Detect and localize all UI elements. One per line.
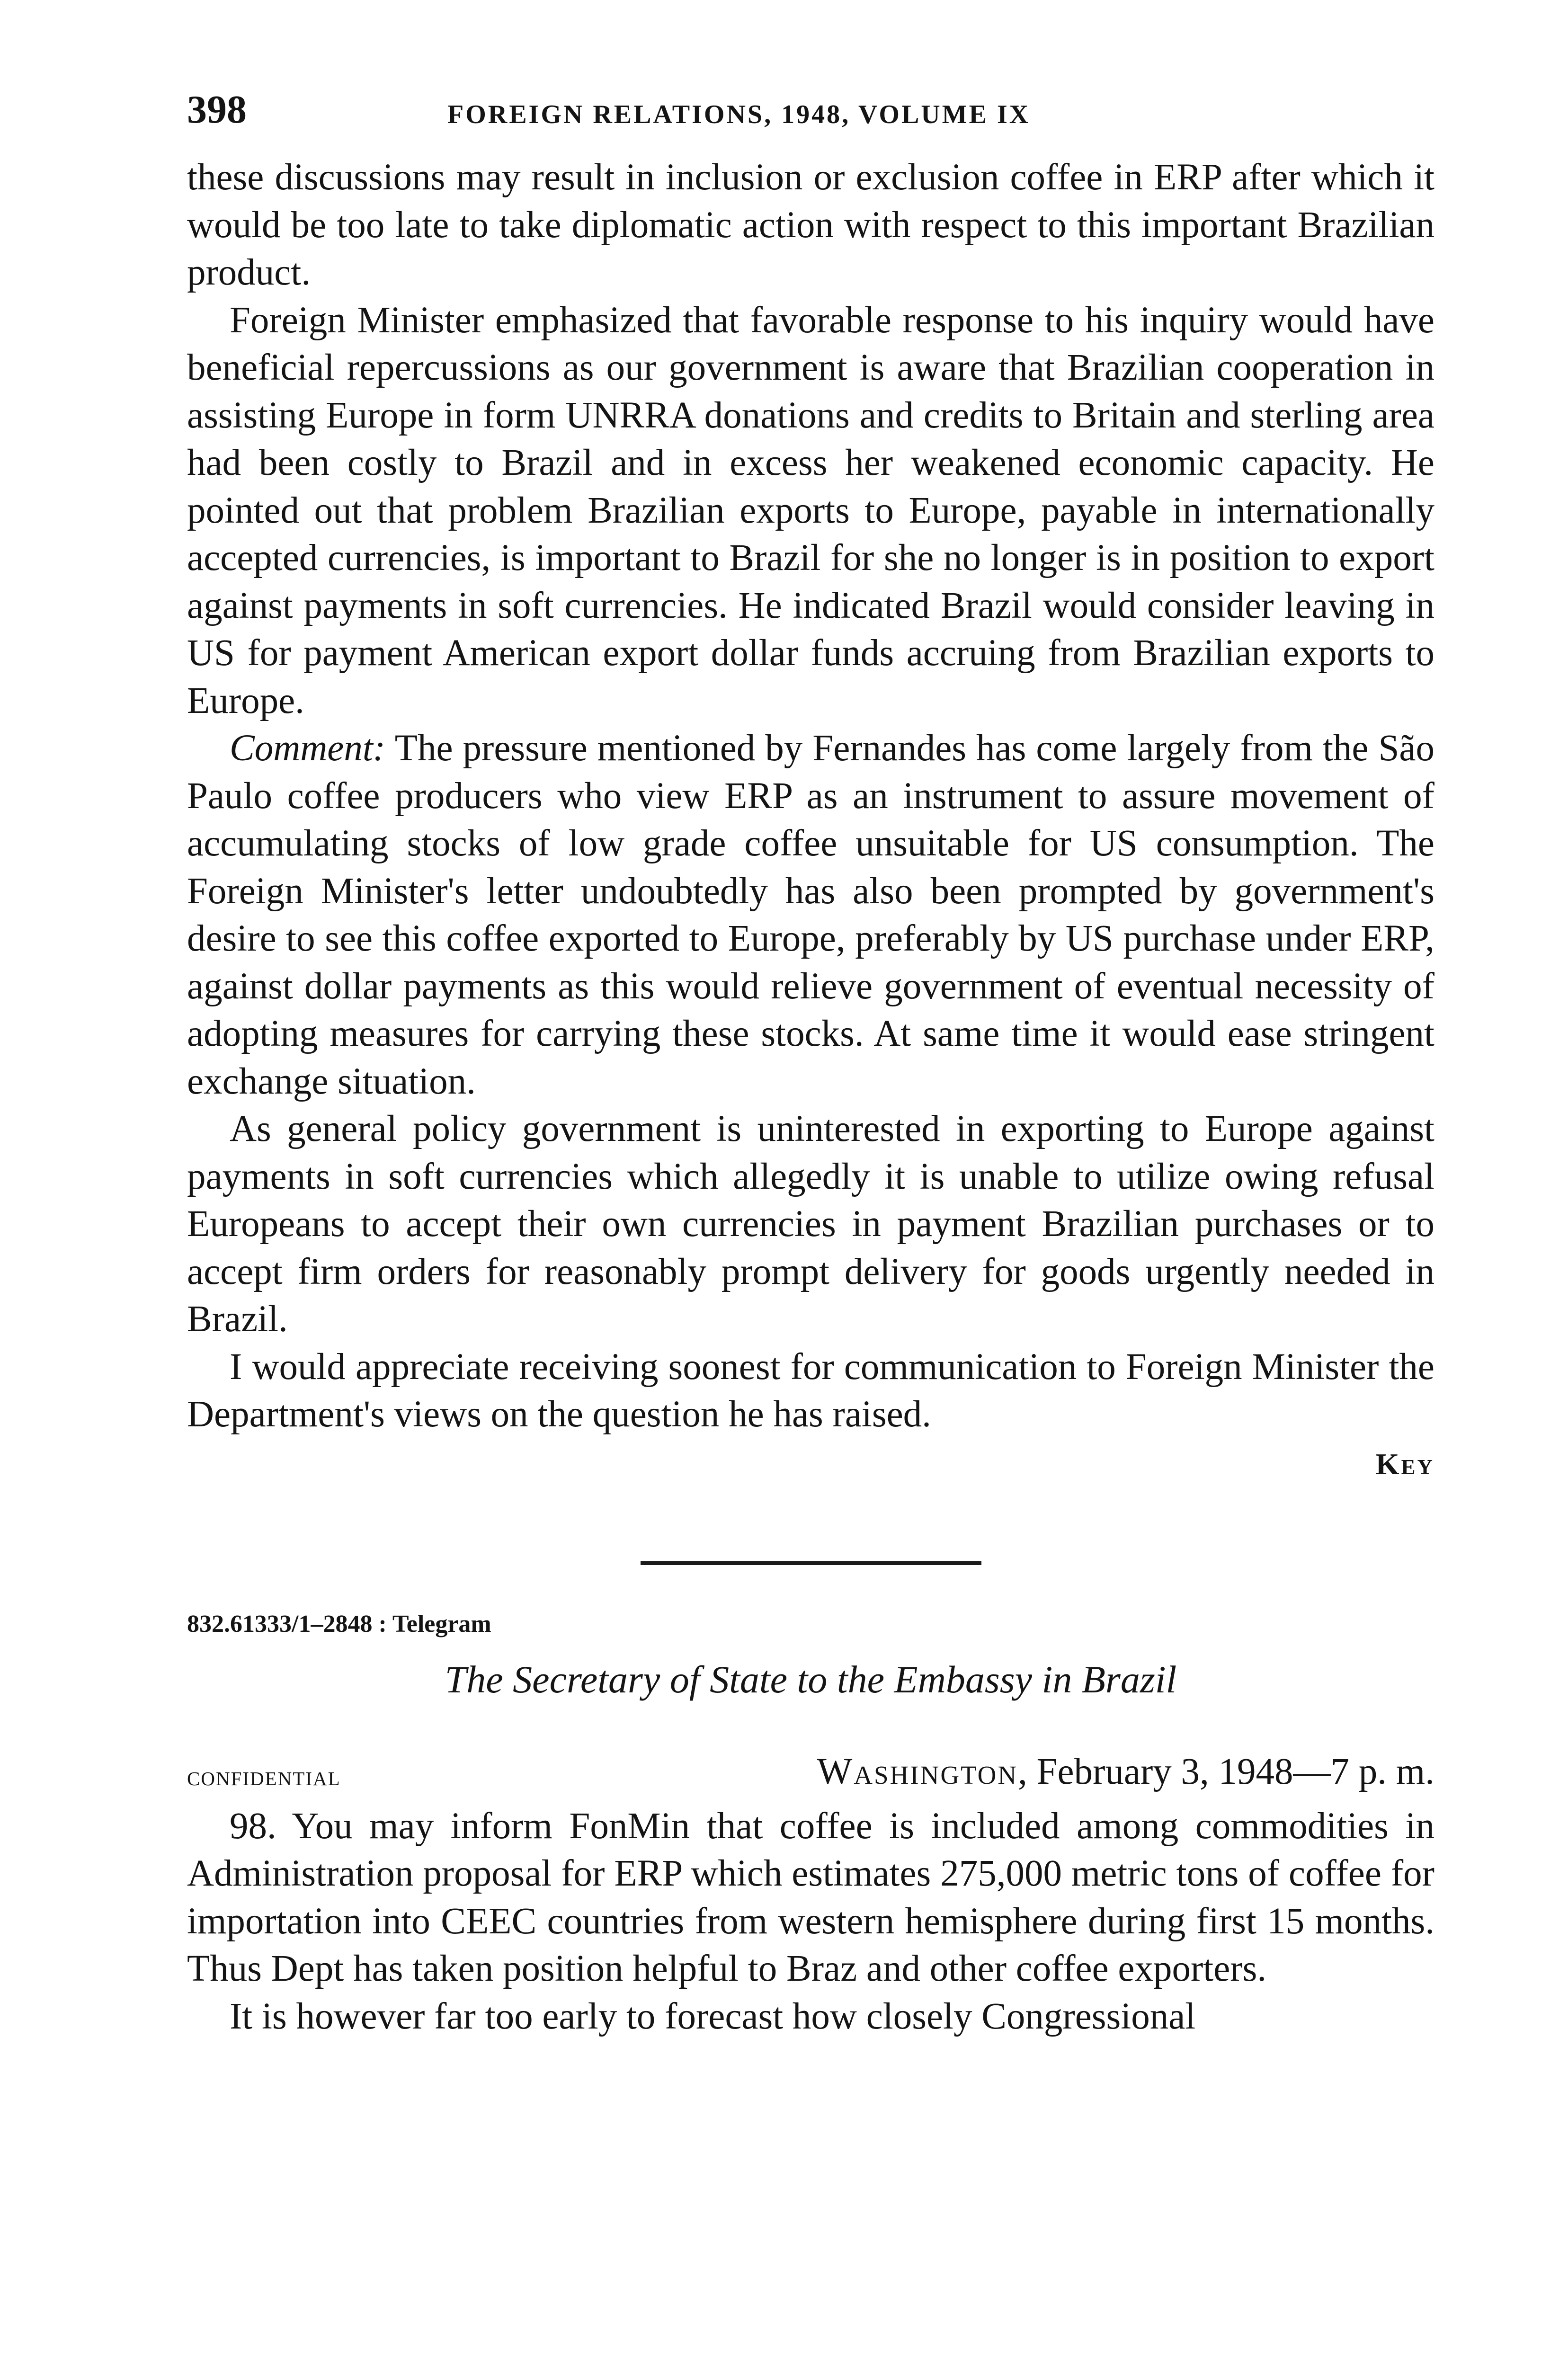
- file-reference: 832.61333/1–2848 : Telegram: [187, 1610, 491, 1637]
- date: , February 3, 1948—7 p. m.: [1018, 1751, 1434, 1792]
- paragraph-general-policy: As general policy government is uninterested in exporting to Europe against payments in soft currencies which allegedly it is unable to utilize owing refusal Europeans to accept their own currencies in payment Brazilian purchases or to accept firm orders for reasonably prompt delivery for goods urgently needed in Brazil.: [187, 1108, 1434, 1340]
- document-page: [187, 90, 1434, 2040]
- section-divider: [641, 1561, 981, 1565]
- place: Washington: [817, 1751, 1018, 1792]
- place-and-date: [817, 1751, 1434, 1793]
- paragraph-continuation: these discussions may result in inclusion or exclusion coffee in ERP after which it would be too late to take diplomatic action with respect to this important Brazilian product.: [187, 157, 1434, 293]
- classification-label: confidential: [187, 1760, 341, 1791]
- paragraph-foreign-minister: Foreign Minister emphasized that favorable response to his inquiry would have beneficial repercussions as our government is aware that Brazilian cooperation in assisting Europe in form UNRRA donations and credits to Britain and sterling area had been costly to Brazil and in excess her weakened economic capacity. He pointed out that problem Brazilian exports to Europe, payable in internationally accepted currencies, is important to Brazil for she no longer is in position to export against payments in soft currencies. He indicated Brazil would consider leaving in US for payment American export dollar funds accruing from Brazilian exports to Europe.: [187, 299, 1434, 721]
- paragraph-98: 98. You may inform FonMin that coffee is included among commodities in Administration proposal for ERP which estimates 275,000 metric tons of coffee for importation into CEEC countries from western hemisphere during first 15 months. Thus Dept has taken position helpful to Braz and other coffee exporters.: [187, 1805, 1434, 1989]
- paragraph-request: I would appreciate receiving soonest for communication to Foreign Minister the Department's views on the question he has raised.: [187, 1346, 1434, 1435]
- signature: Key: [1375, 1447, 1434, 1481]
- page-number: 398: [187, 88, 247, 132]
- comment-text: The pressure mentioned by Fernandes has come largely from the São Paulo coffee producers who view ERP as an instrument to assure movement of accumulating stocks of low grade coffee unsuitable for US consumption. The Foreign Minister's letter undoubtedly has also been prompted by government's desire to see this coffee exported to Europe, preferably by US purchase under ERP, against dollar payments as this would relieve government of eventual necessity of adopting measures for carrying these stocks. At same time it would ease stringent exchange situation.: [187, 728, 1434, 1102]
- second-document-body: [187, 1803, 1434, 2041]
- paragraph-forecast: It is however far too early to forecast how closely Congressional: [230, 1995, 1196, 2037]
- document-title: The Secretary of State to the Embassy in Brazil: [445, 1657, 1177, 1701]
- running-header: [187, 90, 1434, 154]
- first-document-body: [187, 154, 1434, 1488]
- comment-label: Comment:: [230, 728, 386, 769]
- dateline: [187, 1751, 1434, 1803]
- paragraph-comment: [187, 725, 1434, 1105]
- running-title: FOREIGN RELATIONS, 1948, VOLUME IX: [447, 100, 1031, 129]
